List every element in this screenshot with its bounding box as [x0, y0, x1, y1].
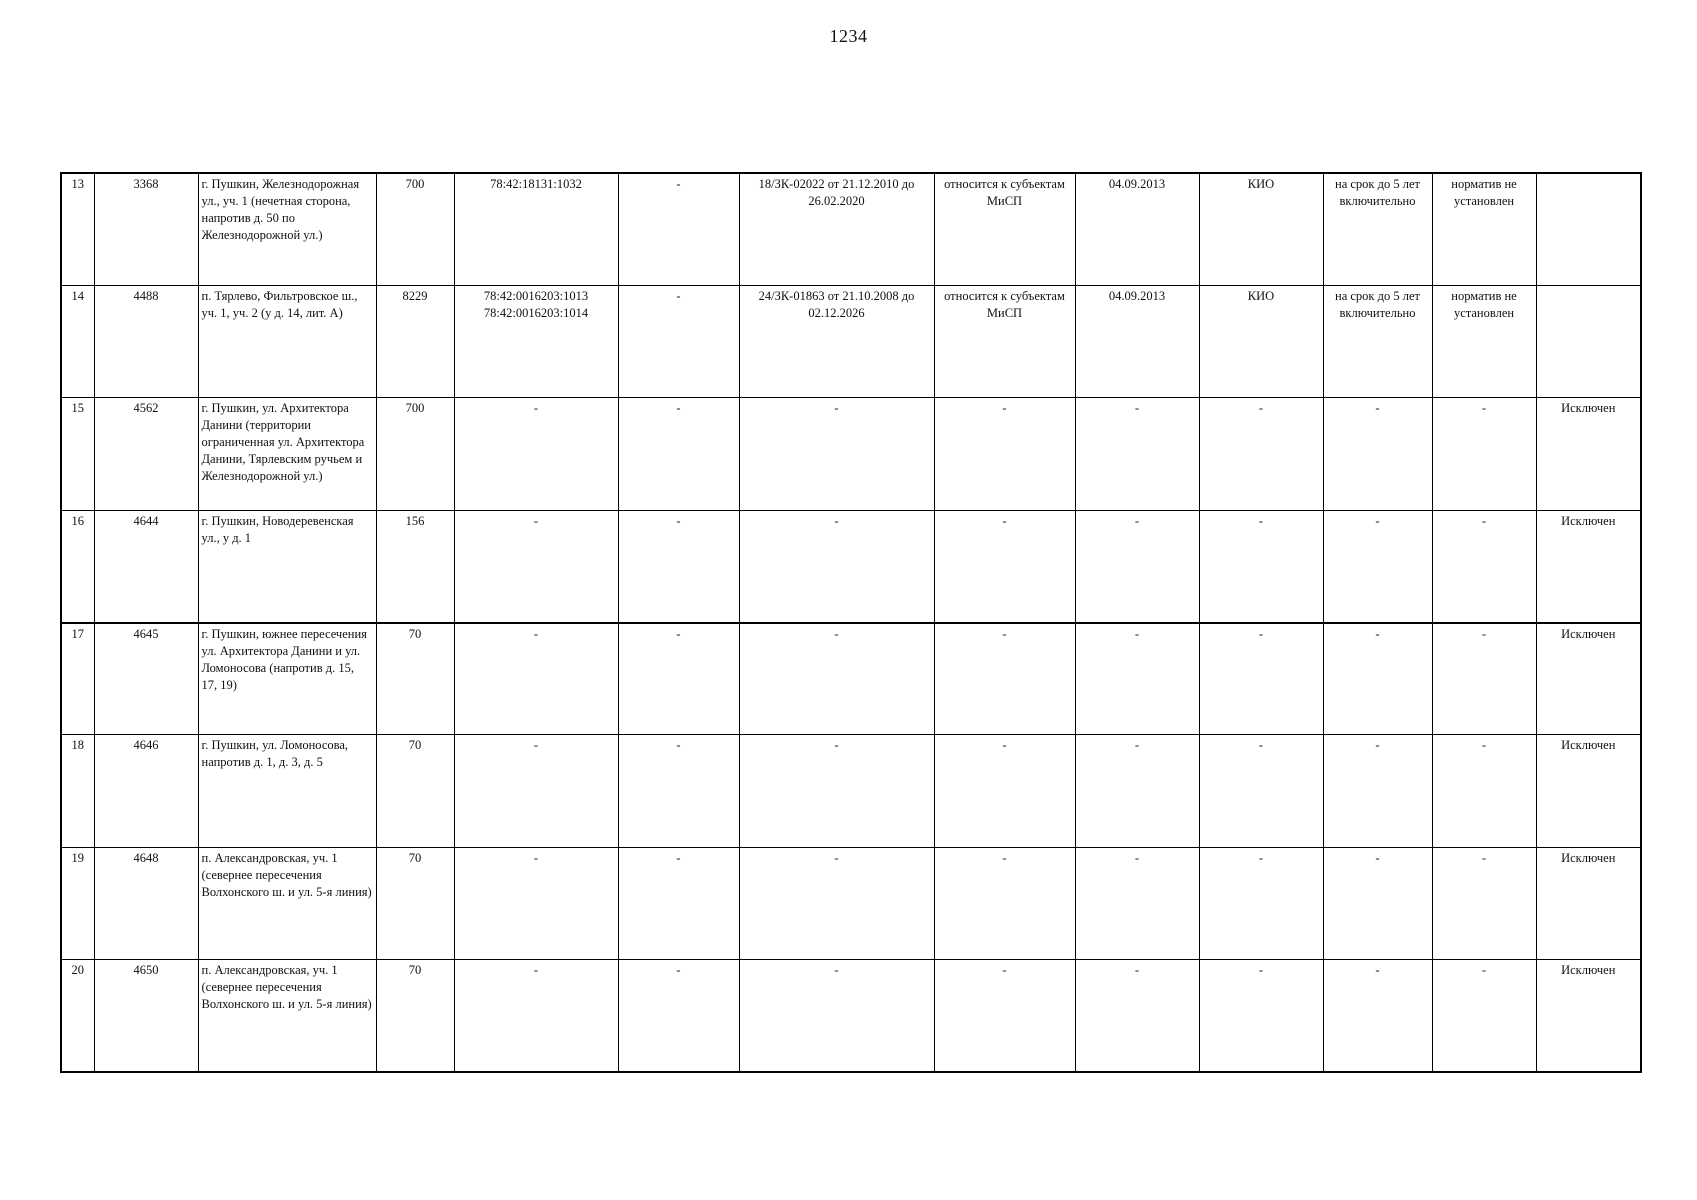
cell-area: 700: [376, 173, 454, 285]
cell-date: -: [1075, 735, 1199, 847]
cell-column-6: -: [618, 847, 739, 959]
cell-msp-status: -: [934, 398, 1075, 510]
cell-date: -: [1075, 510, 1199, 622]
cell-id: 4646: [94, 735, 198, 847]
cell-status: [1536, 285, 1641, 397]
cell-norm: -: [1432, 847, 1536, 959]
cell-id: 3368: [94, 173, 198, 285]
table-row: [61, 847, 1641, 959]
cell-norm: норматив не установлен: [1432, 173, 1536, 285]
cell-column-6: -: [618, 510, 739, 622]
cell-area: 8229: [376, 285, 454, 397]
cell-organization: КИО: [1199, 285, 1323, 397]
cell-address: г. Пушкин, южнее пересечения ул. Архитектора Данини и ул. Ломоносова (напротив д. 15, 17, 19): [198, 623, 376, 735]
cell-cadastral-number: -: [454, 623, 618, 735]
cell-term: -: [1323, 735, 1432, 847]
cell-msp-status: относится к субъектам МиСП: [934, 285, 1075, 397]
cell-contract: -: [739, 398, 934, 510]
cell-norm: норматив не установлен: [1432, 285, 1536, 397]
cell-organization: -: [1199, 398, 1323, 510]
cell-status: Исключен: [1536, 623, 1641, 735]
cell-column-6: -: [618, 960, 739, 1072]
cell-status: Исключен: [1536, 510, 1641, 622]
table-row: [61, 398, 1641, 510]
cell-row-number: 16: [61, 510, 94, 622]
cell-column-6: -: [618, 285, 739, 397]
cell-organization: -: [1199, 510, 1323, 622]
cell-msp-status: -: [934, 847, 1075, 959]
cell-cadastral-number: -: [454, 398, 618, 510]
cell-address: г. Пушкин, ул. Архитектора Данини (территории ограниченная ул. Архитектора Данини, Тярлевским ручьем и Железнодорожной ул.): [198, 398, 376, 510]
table-row: [61, 285, 1641, 397]
cell-term: -: [1323, 847, 1432, 959]
cell-cadastral-number: -: [454, 847, 618, 959]
cell-area: 70: [376, 960, 454, 1072]
cell-organization: -: [1199, 847, 1323, 959]
cell-row-number: 18: [61, 735, 94, 847]
table-row: [61, 960, 1641, 1072]
cell-column-6: -: [618, 735, 739, 847]
cell-organization: -: [1199, 960, 1323, 1072]
cell-term: -: [1323, 960, 1432, 1072]
table-row: [61, 510, 1641, 622]
cell-norm: -: [1432, 960, 1536, 1072]
cell-column-6: -: [618, 173, 739, 285]
cell-cadastral-number: -: [454, 735, 618, 847]
cell-area: 700: [376, 398, 454, 510]
cell-msp-status: -: [934, 510, 1075, 622]
cell-cadastral-number: 78:42:18131:1032: [454, 173, 618, 285]
cell-status: Исключен: [1536, 735, 1641, 847]
cell-area: 70: [376, 623, 454, 735]
cell-date: 04.09.2013: [1075, 173, 1199, 285]
cell-address: п. Александровская, уч. 1 (севернее пересечения Волхонского ш. и ул. 5-я линия): [198, 847, 376, 959]
cell-msp-status: -: [934, 735, 1075, 847]
cell-column-6: -: [618, 398, 739, 510]
cell-row-number: 17: [61, 623, 94, 735]
register-table: [60, 172, 1642, 1073]
cell-organization: -: [1199, 735, 1323, 847]
cell-norm: -: [1432, 510, 1536, 622]
cell-date: -: [1075, 398, 1199, 510]
cell-term: -: [1323, 398, 1432, 510]
cell-norm: -: [1432, 623, 1536, 735]
cell-id: 4488: [94, 285, 198, 397]
cell-status: Исключен: [1536, 960, 1641, 1072]
cell-msp-status: -: [934, 960, 1075, 1072]
cell-address: п. Александровская, уч. 1 (севернее пересечения Волхонского ш. и ул. 5-я линия): [198, 960, 376, 1072]
cell-term: -: [1323, 510, 1432, 622]
cell-row-number: 20: [61, 960, 94, 1072]
cell-id: 4644: [94, 510, 198, 622]
cell-contract: -: [739, 847, 934, 959]
cell-status: Исключен: [1536, 398, 1641, 510]
cell-id: 4645: [94, 623, 198, 735]
cell-date: 04.09.2013: [1075, 285, 1199, 397]
cell-contract: 18/ЗК-02022 от 21.12.2010 до 26.02.2020: [739, 173, 934, 285]
cell-term: -: [1323, 623, 1432, 735]
cell-organization: КИО: [1199, 173, 1323, 285]
cell-contract: -: [739, 960, 934, 1072]
cell-area: 70: [376, 847, 454, 959]
cell-date: -: [1075, 623, 1199, 735]
cell-contract: -: [739, 623, 934, 735]
cell-contract: -: [739, 510, 934, 622]
cell-cadastral-number: -: [454, 960, 618, 1072]
cell-cadastral-number: -: [454, 510, 618, 622]
cell-address: г. Пушкин, ул. Ломоносова, напротив д. 1, д. 3, д. 5: [198, 735, 376, 847]
cell-date: -: [1075, 960, 1199, 1072]
cell-date: -: [1075, 847, 1199, 959]
table-body: [61, 173, 1641, 1072]
cell-id: 4562: [94, 398, 198, 510]
cell-norm: -: [1432, 398, 1536, 510]
cell-area: 70: [376, 735, 454, 847]
cell-address: г. Пушкин, Железнодорожная ул., уч. 1 (нечетная сторона, напротив д. 50 по Железнодорожной ул.): [198, 173, 376, 285]
table-row: [61, 173, 1641, 285]
cell-column-6: -: [618, 623, 739, 735]
cell-address: г. Пушкин, Новодеревенская ул., у д. 1: [198, 510, 376, 622]
cell-address: п. Тярлево, Фильтровское ш., уч. 1, уч. 2 (у д. 14, лит. А): [198, 285, 376, 397]
cell-msp-status: относится к субъектам МиСП: [934, 173, 1075, 285]
table-row: [61, 623, 1641, 735]
cell-area: 156: [376, 510, 454, 622]
cell-status: Исключен: [1536, 847, 1641, 959]
cell-row-number: 19: [61, 847, 94, 959]
cell-msp-status: -: [934, 623, 1075, 735]
table-row: [61, 735, 1641, 847]
cell-cadastral-number: 78:42:0016203:1013 78:42:0016203:1014: [454, 285, 618, 397]
cell-id: 4650: [94, 960, 198, 1072]
cell-row-number: 14: [61, 285, 94, 397]
cell-term: на срок до 5 лет включительно: [1323, 173, 1432, 285]
cell-id: 4648: [94, 847, 198, 959]
cell-norm: -: [1432, 735, 1536, 847]
cell-row-number: 13: [61, 173, 94, 285]
cell-contract: 24/ЗК-01863 от 21.10.2008 до 02.12.2026: [739, 285, 934, 397]
cell-status: [1536, 173, 1641, 285]
cell-row-number: 15: [61, 398, 94, 510]
cell-organization: -: [1199, 623, 1323, 735]
cell-contract: -: [739, 735, 934, 847]
page-number: 1234: [829, 26, 868, 46]
cell-term: на срок до 5 лет включительно: [1323, 285, 1432, 397]
